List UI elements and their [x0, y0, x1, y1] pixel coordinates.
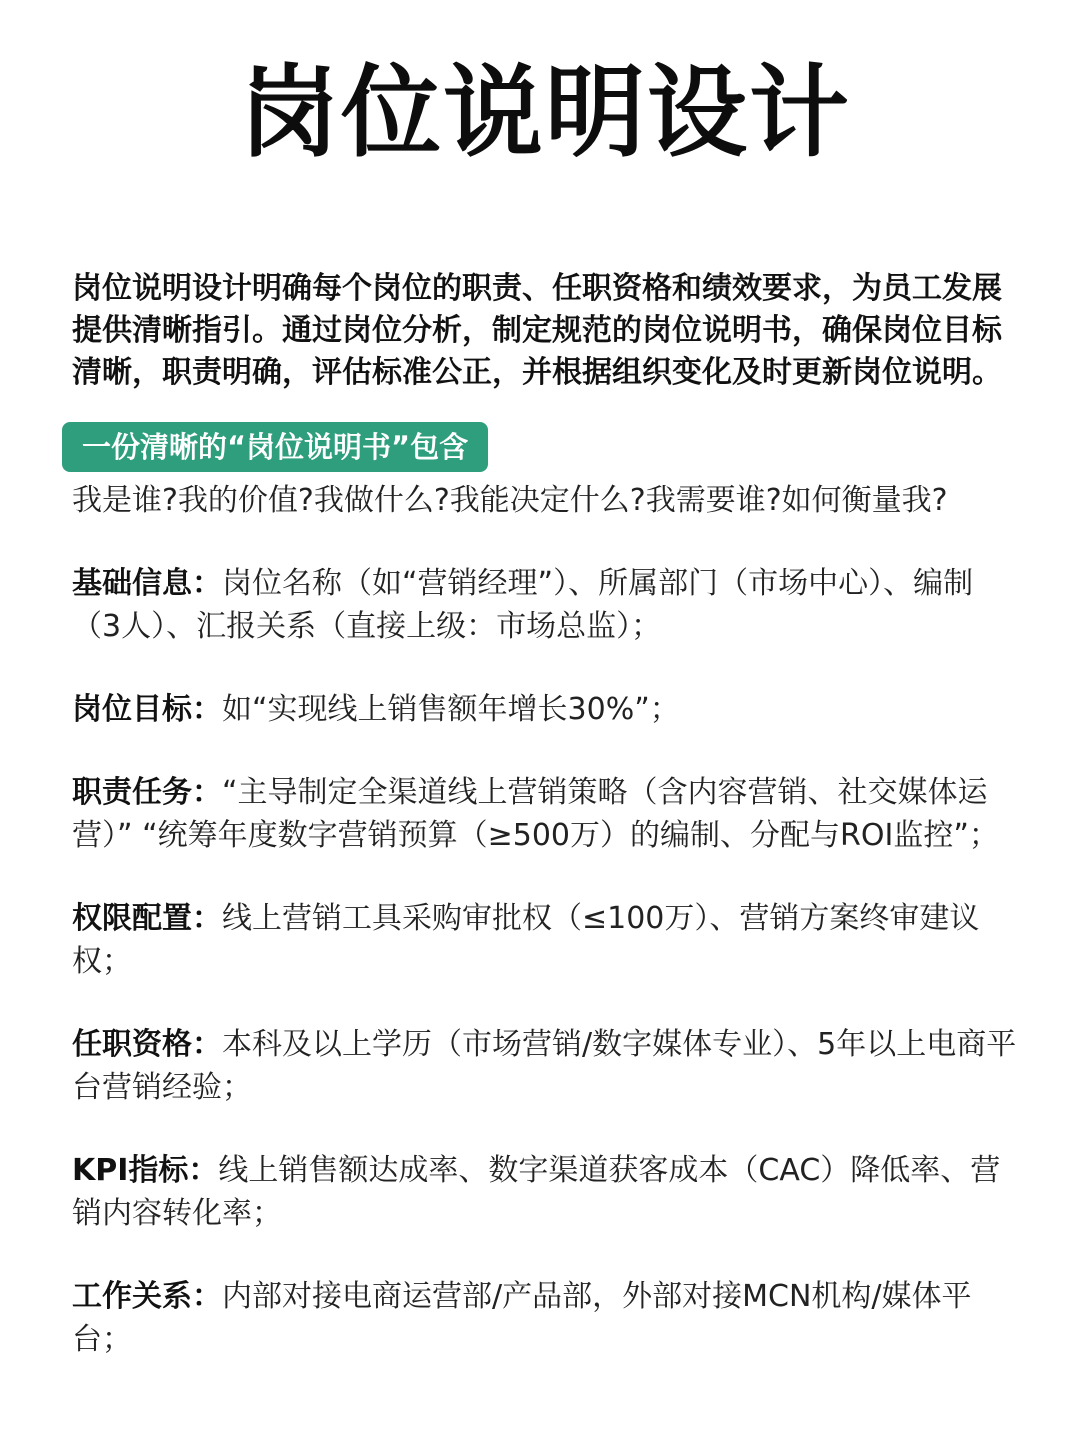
item-label: 岗位目标：	[72, 692, 222, 727]
item-label: 职责任务：	[72, 775, 222, 810]
questions-line: 我是谁?我的价值?我做什么?我能决定什么?我需要谁?如何衡量我?	[72, 483, 948, 518]
item-text: “主导制定全渠道线上营销策略（含内容营销、社交媒体运营）” “统筹年度数字营销预算（≥500万）的编制、分配与ROI监控”；	[72, 775, 999, 853]
item-label: 权限配置：	[72, 901, 222, 936]
item-text: 内部对接电商运营部/产品部，外部对接MCN机构/媒体平台；	[72, 1279, 972, 1357]
item-text: 线上销售额达成率、数字渠道获客成本（CAC）降低率、营销内容转化率；	[72, 1153, 1001, 1231]
item-label: KPI指标：	[72, 1153, 219, 1188]
item-label: 基础信息：	[72, 566, 222, 601]
item-basic-info	[72, 562, 1018, 648]
item-responsibilities	[72, 771, 1018, 857]
item-text: 岗位名称（如“营销经理”）、所属部门（市场中心）、编制（3人）、汇报关系（直接上级：市场总监）；	[72, 566, 974, 644]
item-work-relations	[72, 1275, 1018, 1361]
item-kpi	[72, 1149, 1018, 1235]
section-tag: 一份清晰的“岗位说明书”包含	[62, 422, 488, 472]
item-qualifications	[72, 1023, 1018, 1109]
intro-paragraph: 岗位说明设计明确每个岗位的职责、任职资格和绩效要求，为员工发展提供清晰指引。通过岗位分析，制定规范的岗位说明书，确保岗位目标清晰，职责明确，评估标准公正，并根据组织变化及时更新岗位说明。	[72, 271, 1002, 390]
page-title: 岗位说明设计	[239, 54, 851, 171]
item-label: 工作关系：	[72, 1279, 222, 1314]
item-label: 任职资格：	[72, 1027, 222, 1062]
item-text: 本科及以上学历（市场营销/数字媒体专业）、5年以上电商平台营销经验；	[72, 1027, 1017, 1105]
item-text: 如“实现线上销售额年增长30%”；	[222, 692, 680, 727]
item-authority	[72, 897, 1018, 983]
item-job-goal	[72, 688, 1018, 731]
item-text: 线上营销工具采购审批权（≤100万）、营销方案终审建议权；	[72, 901, 980, 979]
